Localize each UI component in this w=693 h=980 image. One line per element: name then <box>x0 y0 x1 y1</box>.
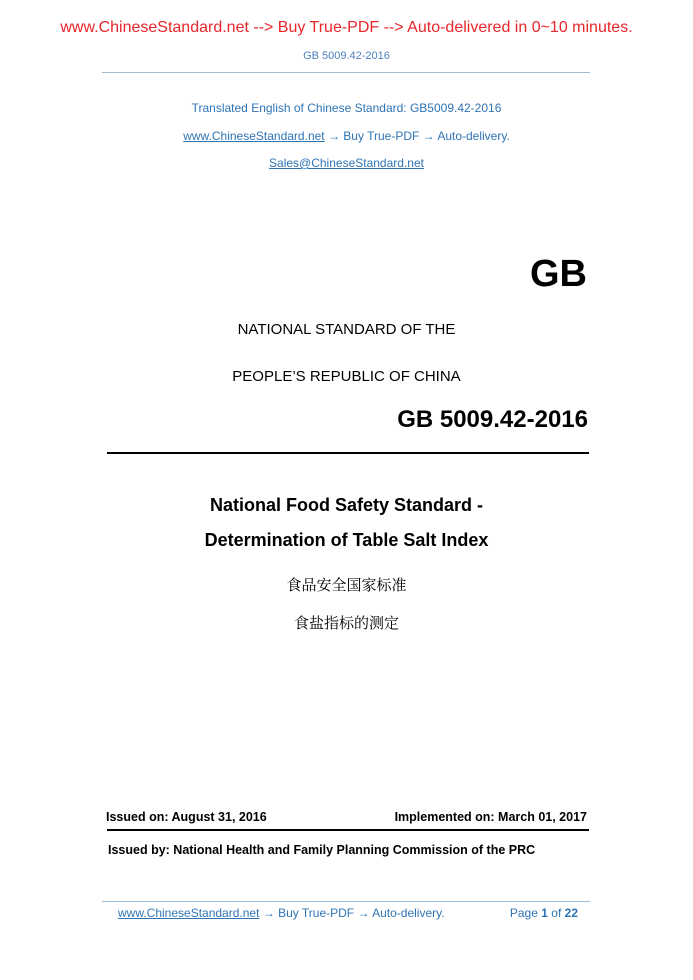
running-header-code: GB 5009.42-2016 <box>303 50 390 62</box>
contact-line <box>0 156 693 170</box>
page-of-label: of <box>551 906 562 920</box>
purchase-line-suffix: → Buy True-PDF → Auto-delivery. <box>324 129 510 143</box>
purchase-line <box>0 129 693 143</box>
title-divider <box>107 452 589 454</box>
issuing-authority: Issued by: National Health and Family Planning Commission of the PRC <box>108 843 536 857</box>
sales-email-link[interactable]: Sales@ChineseStandard.net <box>269 156 424 170</box>
header-divider <box>102 72 590 73</box>
chinese-title-line2: 食盐指标的测定 <box>293 614 399 632</box>
site-link[interactable]: www.ChineseStandard.net <box>183 129 325 143</box>
page-current: 1 <box>541 906 548 920</box>
implemented-on-date: Implemented on: March 01, 2017 <box>394 810 587 824</box>
page-total: 22 <box>564 906 578 920</box>
national-standard-line1: NATIONAL STANDARD OF THE <box>237 321 456 338</box>
footer-purchase-line <box>118 906 445 920</box>
english-title-line1: National Food Safety Standard - <box>209 495 484 515</box>
chinese-title-line1: 食品安全国家标准 <box>286 576 407 594</box>
dates-divider <box>107 829 589 831</box>
issued-on-date: Issued on: August 31, 2016 <box>106 810 267 824</box>
footer-site-link[interactable]: www.ChineseStandard.net <box>118 906 260 920</box>
footer-purchase-suffix: → Buy True-PDF → Auto-delivery. <box>259 906 445 920</box>
standard-code: GB 5009.42-2016 <box>397 406 588 433</box>
page-label: Page <box>509 906 538 920</box>
translated-notice: Translated English of Chinese Standard: GB5009.42-2016 <box>191 101 502 115</box>
national-standard-line2: PEOPLE’S REPUBLIC OF CHINA <box>232 368 461 385</box>
top-promo-banner[interactable]: www.ChineseStandard.net --> Buy True-PDF --> Auto-delivered in 0~10 minutes. <box>60 19 633 36</box>
english-title-line2: Determination of Table Salt Index <box>204 530 489 550</box>
gb-logo-text: GB <box>530 253 587 295</box>
page-indicator <box>510 906 578 920</box>
footer-divider <box>102 901 590 902</box>
